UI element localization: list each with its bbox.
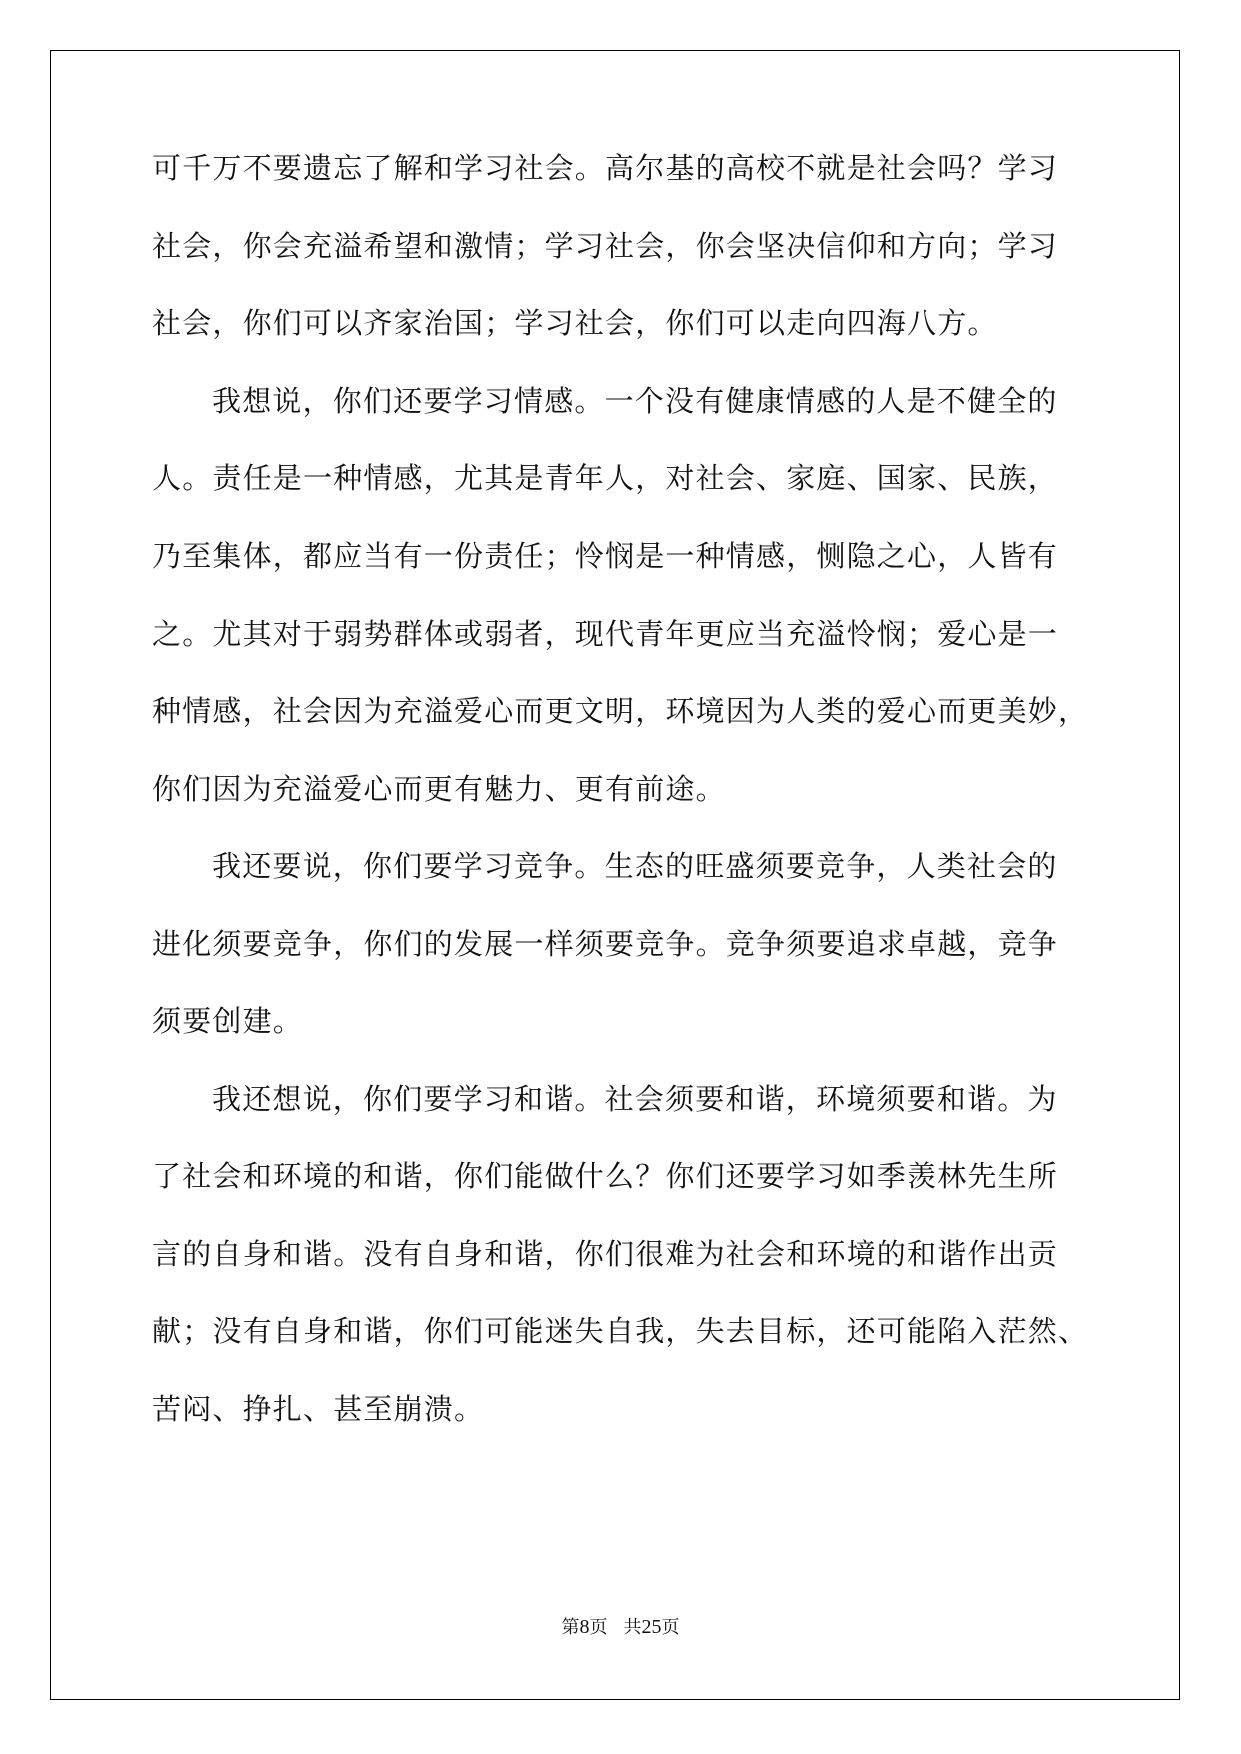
- text-line: 了社会和环境的和谐，你们能做什么？你们还要学习如季羡林先生所: [152, 1159, 1059, 1193]
- total-pages: 25: [641, 1616, 662, 1638]
- text-line: 可千万不要遗忘了解和学习社会。高尔基的高校不就是社会吗？学习: [152, 151, 1059, 185]
- text-line: 苦闷、挣扎、甚至崩溃。: [152, 1392, 485, 1426]
- footer-total-suffix: 页: [661, 1617, 680, 1638]
- paragraph-start-line: 我想说，你们还要学习情感。一个没有健康情感的人是不健全的: [212, 384, 1058, 418]
- text-line: 之。尤其对于弱势群体或弱者，现代青年更应当充溢怜悯；爱心是一: [152, 617, 1059, 651]
- text-line: 乃至集体，都应当有一份责任；怜悯是一种情感，恻隐之心，人皆有: [152, 539, 1059, 573]
- text-line: 社会，你们可以齐家治国；学习社会，你们可以走向四海八方。: [152, 306, 998, 340]
- footer-total-prefix: 共: [623, 1617, 642, 1638]
- text-line: 言的自身和谐。没有自身和谐，你们很难为社会和环境的和谐作出贡: [152, 1237, 1059, 1271]
- text-line: 你们因为充溢爱心而更有魅力、更有前途。: [152, 772, 726, 806]
- text-line: 社会，你会充溢希望和激情；学习社会，你会坚决信仰和方向；学习: [152, 229, 1059, 263]
- text-line: 献；没有自身和谐，你们可能迷失自我，失去目标，还可能陷入茫然、: [152, 1314, 1089, 1348]
- footer-page-suffix: 页: [589, 1617, 608, 1638]
- text-line: 须要创建。: [152, 1004, 304, 1038]
- page-footer: [0, 1616, 1241, 1639]
- text-line: 进化须要竞争，你们的发展一样须要竞争。竞争须要追求卓越，竞争: [152, 927, 1059, 961]
- text-line: 人。责任是一种情感，尤其是青年人，对社会、家庭、国家、民族，: [152, 461, 1059, 495]
- paragraph-start-line: 我还想说，你们要学习和谐。社会须要和谐，环境须要和谐。为: [212, 1082, 1058, 1116]
- page-number: 8: [579, 1616, 590, 1638]
- footer-prefix: 第: [561, 1617, 580, 1638]
- text-line: 种情感，社会因为充溢爱心而更文明，环境因为人类的爱心而更美妙，: [152, 694, 1089, 728]
- paragraph-start-line: 我还要说，你们要学习竞争。生态的旺盛须要竞争，人类社会的: [212, 849, 1058, 883]
